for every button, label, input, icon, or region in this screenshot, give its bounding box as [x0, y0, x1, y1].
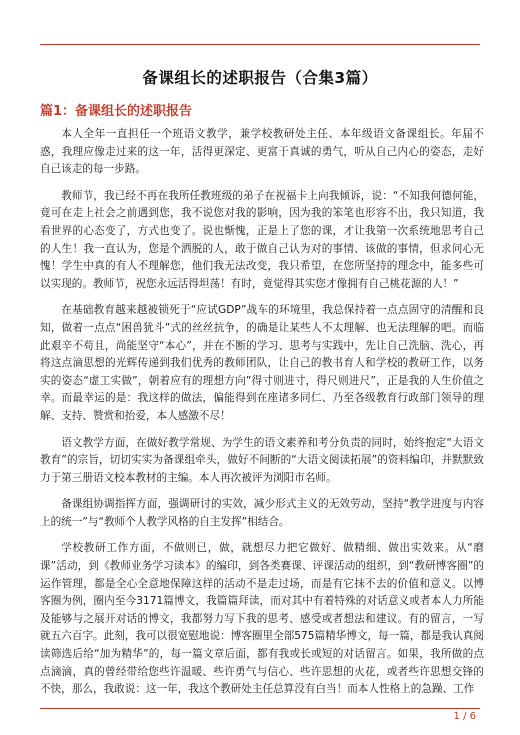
paragraph-4: 语文教学方面，在做好教学常规、为学生的语文素养和考分负责的同时，始终抱定“大语文教育”的宗旨，切切实实为备课组牵头，做好不间断的“大语文阅读拓展”的资料编印，并默默致力于第三册语文校本教材的主编。本人再次被评为浏阳市名师。 [40, 436, 484, 484]
paragraph-1: 本人全年一直担任一个班语文教学，兼学校教研处主任、本年级语文备课组长。年届不惑，我理应像走过来的这一年，活得更深定、更富于真诚的勇气，听从自己内心的姿态，走好自己该走的每一步路。 [40, 128, 484, 176]
top-divider [40, 44, 480, 45]
body-text [40, 126, 484, 708]
page-title: 备课组长的述职报告（合集3篇） [142, 69, 378, 87]
paragraph-6: 学校教研工作方面，不做则已，做，就想尽力把它做好、做精细、做出实效来。从“磨课”活动，到《教师业务学习读本》的编印，到各类赛课、评课活动的组织，到“教研博客圈”的运作管理，都是全心全意地保障这样的活动不是走过场，而是有它抹不去的价值和意义。以博客圈为例，圈内至今3171篇博文，我篇篇拜读，而对其中有着特殊的对话意义或者本人力所能及能够与之展开对话的博文，我都努力写下我的思考、感受或者想法和建议。有的留言，一写就五六百字。此刻，我可以很宽慰地说：博客圈里全部575篇精华博文，每一篇，都是我认真阅读筛选后给“加为精华”的，每一篇文章后面，都有我或长或短的对话留言。如果，我所做的点点滴滴，真的曾经带给您些许温暖、些许勇气与信心、些许思想的火花，或者些许思想交锋的不快，那么，我敢说：这一年，我这个教研处主任总算没有白当！而本人性格上的急躁、工作 [40, 542, 484, 696]
page-number: 1 / 6 [453, 711, 476, 722]
bottom-divider [40, 708, 480, 709]
paragraph-2: 教师节，我已经不再在我所任教班级的弟子在祝福卡上向我倾诉，说：“不知我何德何能，竟可在走上社会之前遇到您，我不说您对我的影响，因为我的笨笔也形容不出，我只知道，我看世界的心态变了，方式也变了。说也惭愧，正是上了您的课，才让我第一次系统地思考自己的人生！我一直认为，您是个洒脱的人，敢于做自己认为对的事情、该做的事情，但求问心无愧！学生中真的有人不理解您，他们我无法改变，我只希望，在您所坚持的理念中，能多些可以实现的。教师节，祝您永远活得坦荡！有时，竟觉得其实您才像拥有自己桃花源的人！” [40, 189, 484, 290]
paragraph-3: 在基础教育越来越被锁死于“应试GDP”战车的环境里，我总保持着一点点固守的清醒和良知，做着一点点“困兽犹斗”式的丝丝抗争，的确是让某些人不太理解、也无法理解的吧。而临此艰辛不苟且，尚能坚守“本心”，并在不断的学习、思考与实践中，先让自己洗脑、洗心，再将这点滴思想的光辉传递到我们优秀的教师团队，让自己的教书育人和学校的教研工作，以务实的姿态“虚工实做”，朝着应有的理想方向”得寸则进寸，得尺则进尺”，正是我的人生价值之幸。而最幸运的是：我这样的做法，偏能得到在座诸多同仁、乃至各级教育行政部门领导的理解、支持、赞赏和抬爱，本人感激不尽！ [40, 304, 484, 422]
section-heading: 篇1：备课组长的述职报告 [40, 104, 193, 119]
paragraph-5: 备课组协调指挥方面，强调研讨的实效，减少形式主义的无效劳动，坚持“教学进度与内容上的统一”与“教师个人教学风格的自主发挥”相结合。 [40, 498, 484, 528]
